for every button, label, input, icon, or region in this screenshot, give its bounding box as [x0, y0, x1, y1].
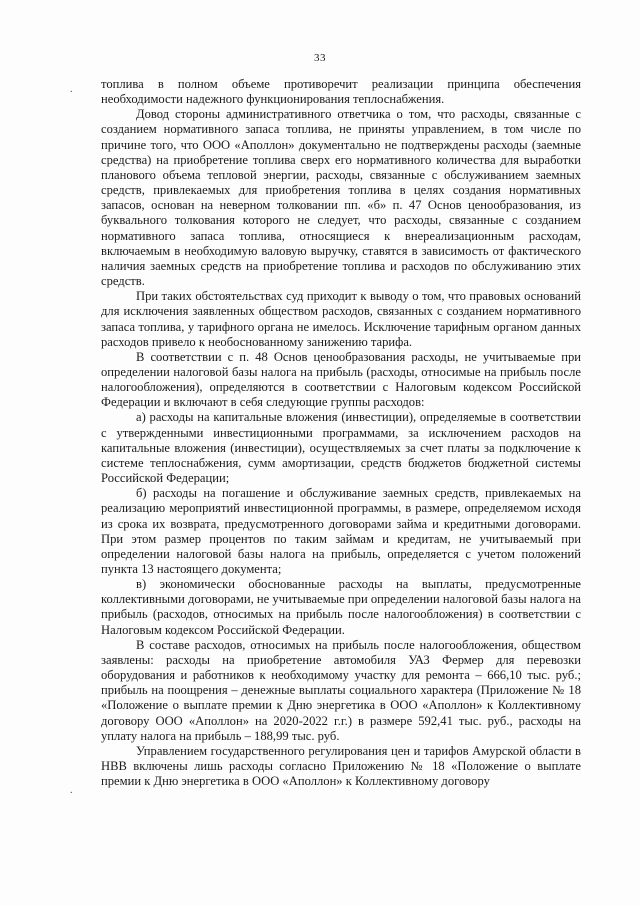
paragraph: В составе расходов, относимых на прибыль после налогообложения, обществом заявлены: расходы на приобретение автомобиля УАЗ Фермер для перевозки оборудования и работников к необходимому участку для ремонта – 666,10 тыс. руб.; прибыль на поощрения – денежные выплаты социального характера (Приложение № 18 «Положение о выплате премии к Дню энергетика в ООО «Аполлон» к Коллективному договору ООО «Аполлон» на 2020-2022 г.г.) в размере 592,41 тыс. руб., расходы на уплату налога на прибыль – 188,99 тыс. руб. — [101, 637, 581, 743]
list-item: б) расходы на погашение и обслуживание заемных средств, привлекаемых на реализацию мероприятий инвестиционной программы, в размере, определяемом исходя из срока их возврата, предусмотренного договорами займа и кредитными договорами. При этом размер процентов по таким займам и кредитам, не учитываемый при определении налоговой базы налога на прибыль, определяется с учетом положений пункта 13 настоящего документа; — [101, 486, 581, 576]
list-item: а) расходы на капитальные вложения (инвестиции), определяемые в соответствии с утвержденными инвестиционными программами, за исключением расходов на капитальные вложения (инвестиции), осуществляемых за счет платы за подключение к системе теплоснабжения, сумм амортизации, средств бюджетов бюджетной системы Российской Федерации; — [101, 410, 581, 486]
margin-mark: . — [70, 84, 73, 95]
document-body — [101, 77, 581, 789]
margin-mark: . — [70, 785, 73, 796]
page-number: 33 — [314, 52, 326, 64]
list-item: в) экономически обоснованные расходы на выплаты, предусмотренные коллективными договорами, не учитываемые при определении налоговой базы налога на прибыль (расходов, относимых на прибыль после налогообложения) в соответствии с Налоговым кодексом Российской Федерации. — [101, 577, 581, 637]
paragraph: При таких обстоятельствах суд приходит к выводу о том, что правовых оснований для исключения заявленных обществом расходов, связанных с созданием нормативного запаса топлива, у тарифного органа не имелось. Исключение тарифным органом данных расходов привело к необоснованному занижению тарифа. — [101, 289, 581, 349]
paragraph: топлива в полном объеме противоречит реализации принципа обеспечения необходимости надежного функционирования теплоснабжения. — [101, 77, 581, 107]
paragraph: Управлением государственного регулирования цен и тарифов Амурской области в НВВ включены лишь расходы согласно Приложению № 18 «Положение о выплате премии к Дню энергетика в ООО «Аполлон» к Коллективному договору — [101, 743, 581, 789]
paragraph: В соответствии с п. 48 Основ ценообразования расходы, не учитываемые при определении налоговой базы налога на прибыль (расходы, относимые на прибыль после налогообложения), определяются в соответствии с Налоговым кодексом Российской Федерации и включают в себя следующие группы расходов: — [101, 349, 581, 410]
paragraph: Довод стороны административного ответчика о том, что расходы, связанные с созданием нормативного запаса топлива, не приняты управлением, в том числе по причине того, что ООО «Аполлон» документально не подтверждены расходы (заемные средства) на приобретение топлива сверх его нормативного количества для выработки планового объема тепловой энергии, расходы, связанные с обслуживанием заемных средств, привлекаемых для приобретения топлива в целях создания нормативных запасов, основан на неверном толковании пп. «б» п. 47 Основ ценообразования, из буквального толкования которого не следует, что расходы, связанные с созданием нормативного запаса топлива, относящиеся к внереализационным расходам, включаемым в необходимую валовую выручку, ставятся в зависимость от фактического наличия заемных средств на приобретение топлива и расходов по обслуживанию этих средств. — [101, 107, 581, 289]
